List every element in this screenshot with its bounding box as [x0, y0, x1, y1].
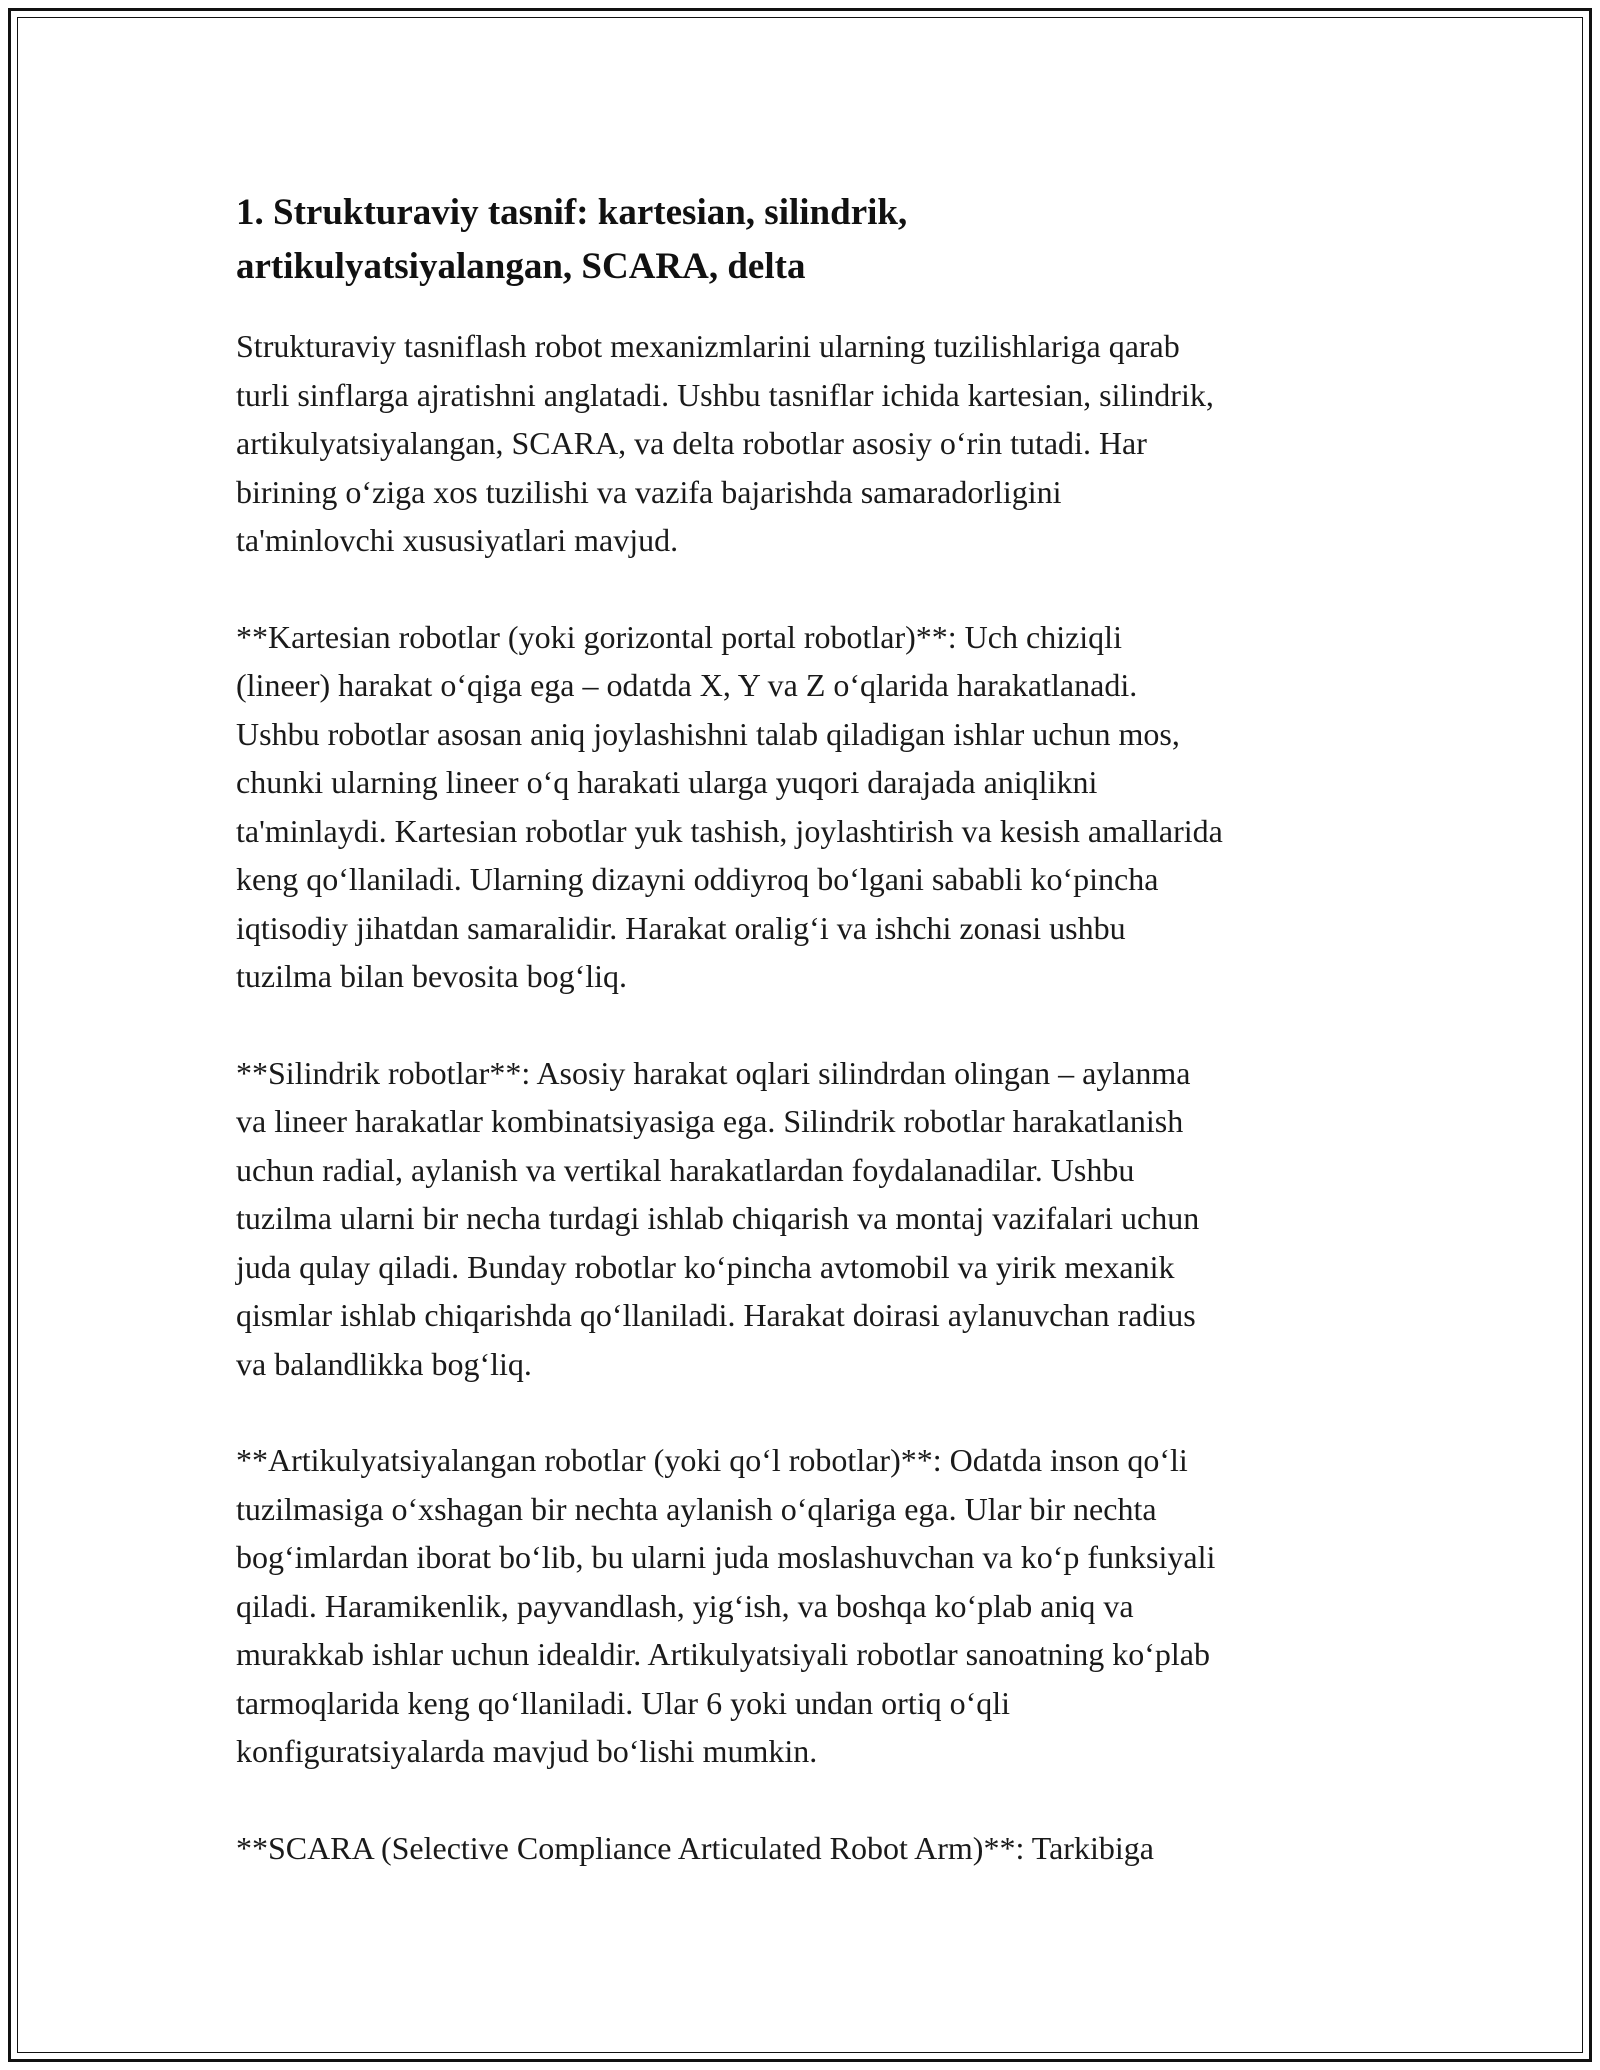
text-line: tuzilmasiga o‘xshagan bir nechta aylanish o‘qlariga ega. Ular bir nechta [236, 1490, 1157, 1527]
text-line: bog‘imlardan iborat bo‘lib, bu ularni juda moslashuvchan va ko‘p funksiyali [236, 1539, 1216, 1575]
text-line: iqtisodiy jihatdan samaralidir. Harakat oralig‘i va ishchi zonasi ushbu [236, 909, 1126, 946]
text-line: **SCARA (Selective Compliance Articulated Robot Arm)**: Tarkibiga [236, 1829, 1154, 1866]
text-line: tuzilma bilan bevosita bog‘liq. [236, 958, 628, 994]
text-line: **Kartesian robotlar (yoki gorizontal portal robotlar)**: Uch chiziqli [236, 618, 1122, 655]
text-line: va lineer harakatlar kombinatsiyasiga ega. Silindrik robotlar harakatlanish [236, 1103, 1184, 1139]
text-line: Ushbu robotlar asosan aniq joylashishni talab qiladigan ishlar uchun mos, [236, 715, 1180, 752]
text-line: (lineer) harakat o‘qiga ega – odatda X, Y va Z o‘qlarida harakatlanadi. [236, 667, 1138, 703]
cartesian-paragraph [236, 613, 1376, 1001]
document-body [236, 186, 1376, 1872]
text-line: ta'minlaydi. Kartesian robotlar yuk tashish, joylashtirish va kesish amallarida [236, 812, 1223, 849]
text-line: Strukturaviy tasniflash robot mexanizmlarini ularning tuzilishlariga qarab [236, 328, 1180, 364]
text-line: chunki ularning lineer o‘q harakati ularga yuqori darajada aniqlikni [236, 764, 1098, 800]
text-line: va balandlikka bog‘liq. [236, 1345, 532, 1382]
text-line: keng qo‘llaniladi. Ularning dizayni oddiyroq bo‘lgani sababli ko‘pincha [236, 861, 1159, 897]
text-line: qismlar ishlab chiqarishda qo‘llaniladi. Harakat doirasi aylanuvchan radius [236, 1297, 1196, 1333]
heading-line: artikulyatsiyalangan, SCARA, delta [236, 246, 806, 287]
text-line: **Silindrik robotlar**: Asosiy harakat oqlari silindrdan olingan – aylanma [236, 1054, 1191, 1091]
cylindrical-paragraph [236, 1049, 1376, 1389]
text-line: uchun radial, aylanish va vertikal harakatlardan foydalanadilar. Ushbu [236, 1151, 1135, 1188]
text-line: **Artikulyatsiyalangan robotlar (yoki qo‘l robotlar)**: Odatda inson qo‘li [236, 1442, 1188, 1478]
text-line: artikulyatsiyalangan, SCARA, va delta robotlar asosiy o‘rin tutadi. Har [236, 425, 1147, 461]
text-line: tarmoqlarida keng qo‘llaniladi. Ular 6 yoki undan ortiq o‘qli [236, 1684, 1011, 1721]
articulated-paragraph [236, 1436, 1376, 1776]
text-line: ta'minlovchi xususiyatlari mavjud. [236, 522, 679, 558]
text-line: tuzilma ularni bir necha turdagi ishlab chiqarish va montaj vazifalari uchun [236, 1200, 1200, 1236]
section-heading [236, 186, 1376, 294]
scara-paragraph [236, 1824, 1376, 1873]
text-line: birining o‘ziga xos tuzilishi va vazifa bajarishda samaradorligini [236, 473, 1062, 510]
text-line: konfiguratsiyalarda mavjud bo‘lishi mumkin. [236, 1733, 818, 1769]
text-line: juda qulay qiladi. Bunday robotlar ko‘pincha avtomobil va yirik mexanik [236, 1248, 1175, 1285]
text-line: turli sinflarga ajratishni anglatadi. Ushbu tasniflar ichida kartesian, silindrik, [236, 376, 1214, 413]
intro-paragraph [236, 322, 1376, 565]
text-line: murakkab ishlar uchun idealdir. Artikulyatsiyali robotlar sanoatning ko‘plab [236, 1636, 1210, 1672]
text-line: qiladi. Haramikenlik, payvandlash, yig‘ish, va boshqa ko‘plab aniq va [236, 1587, 1134, 1624]
heading-line: 1. Strukturaviy tasnif: kartesian, silindrik, [236, 192, 908, 233]
